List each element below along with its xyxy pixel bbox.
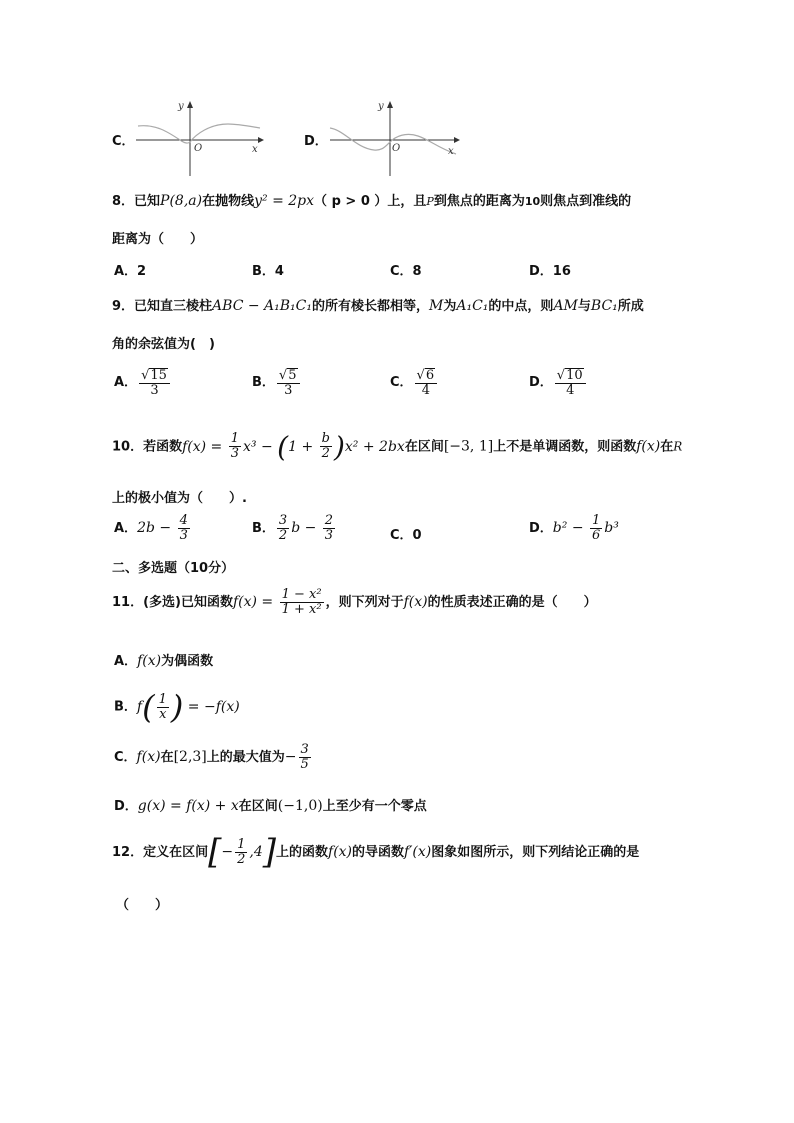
q9-option-c-letter: C．	[390, 375, 413, 391]
q9-text-2: 的所有棱长都相等，	[312, 299, 430, 314]
q8-option-a: A．2	[114, 264, 147, 279]
q9-option-c-denominator: 4	[421, 382, 430, 398]
q12-text-2: 上的函数	[276, 845, 329, 860]
q10-option-c: C．0	[390, 528, 422, 543]
q10-option-a: A．2b − $\frac{4}{3}$	[114, 513, 188, 543]
q8-option-b: B．4	[252, 264, 284, 279]
q10-option-d-letter: D．	[529, 521, 553, 537]
q11-option-d-text-1: 在区间	[238, 799, 278, 814]
q9-option-a-denominator: 3	[150, 382, 159, 398]
q8-equation: y² = 2px	[254, 193, 315, 209]
q10-interval: [−3, 1]	[443, 438, 494, 455]
q9-line2: 角的余弦值为( )	[112, 337, 215, 352]
q12-fpx: f′(x)	[404, 844, 432, 860]
q9-option-c-fraction: $\frac{√6}{4}$	[415, 368, 438, 397]
q11-option-c-text-2: 上的最大值为	[206, 750, 285, 766]
c-axis-x-label: x	[252, 144, 258, 155]
q8-text-1: 8．已知	[112, 194, 161, 209]
q12-text-3: 的导函数	[352, 845, 405, 860]
option-d-label: D．	[304, 134, 328, 149]
q10-text-2: 在区间	[404, 439, 444, 455]
q8-point: P(8,a)	[160, 193, 203, 209]
q10-line2: 上的极小值为（ ）.	[112, 491, 247, 506]
option-d-graph	[322, 96, 464, 178]
q9-ac1: A₁C₁	[456, 298, 489, 314]
q9-option-a-fraction: $\frac{√15}{3}$	[139, 368, 170, 397]
q9-option-d-fraction: $\frac{√10}{4}$	[555, 368, 586, 397]
q12-text-1: 12．定义在区间	[112, 845, 209, 860]
q11-option-c: C．f(x)在[2,3]上的最大值为− $\frac{3}{5}$	[114, 742, 309, 772]
q11-option-d-interval: (−1,0)	[277, 798, 323, 814]
q8-condition: （ p > 0 ）上，且	[314, 194, 427, 209]
q10-text-4: 在	[660, 439, 674, 455]
q9-am: AM	[553, 298, 578, 314]
q8-distance: 10	[524, 195, 541, 208]
d-axis-y-label: y	[378, 101, 384, 112]
q9-option-d-letter: D．	[529, 375, 553, 391]
q9-option-a	[114, 368, 172, 397]
q10-option-b-letter: B．	[252, 521, 275, 537]
q9-option-d-denominator: 4	[566, 382, 575, 398]
q9-option-d-radicand: 10	[566, 368, 583, 383]
q10-text-3: 上不是单调函数，则函数	[493, 439, 637, 455]
q8-text-4: 则焦点到准线的	[540, 194, 632, 209]
d-axis-x-label: x	[448, 146, 454, 157]
q9-option-b-letter: B．	[252, 375, 275, 391]
q10-label: 10．若函数	[112, 439, 183, 455]
q9-line1	[112, 295, 644, 314]
q9-option-b-fraction: $\frac{√5}{3}$	[277, 368, 300, 397]
q12-line1	[112, 832, 639, 872]
q9-option-b-denominator: 3	[284, 382, 293, 398]
q9-option-b-radicand: 5	[288, 368, 297, 383]
q11-line1: 11．(多选)已知函数f(x) = $\frac{\text{1 − x²}}{\text{1 + x²}}$ ，则下列对于f(x)的性质表述正确的是（ ）	[112, 587, 597, 617]
q10-option-d: D．b² − $\frac{1}{6}$ b³	[529, 513, 619, 543]
q9-text-4: 的中点，则	[488, 299, 554, 314]
q11-text-3: 的性质表述正确的是（ ）	[427, 595, 597, 611]
q9-option-a-letter: A．	[114, 375, 138, 391]
q8-p-letter: P	[426, 195, 434, 208]
q11-option-a: A．f(x)为偶函数	[114, 653, 214, 669]
q12-interval: [− $\frac{1}{2}$ ,4]	[208, 832, 276, 872]
section-title-multiple-choice: 二、多选题（10分）	[112, 561, 235, 576]
q9-option-c	[390, 368, 439, 397]
c-origin-label: O	[194, 143, 203, 154]
q11-text-2: ，则下列对于	[325, 595, 404, 611]
q11-option-a-text: 为偶函数	[161, 654, 214, 669]
q9-option-c-radicand: 6	[425, 368, 435, 383]
c-axis-y-label: y	[178, 101, 184, 112]
q11-function: f(x) = $\frac{\text{1 − x²}}{\text{1 + x²}}$	[232, 587, 322, 617]
q8-text-3: 到焦点的距离为	[433, 194, 525, 209]
q11-option-b: B．f( $\frac{1}{x}$ ) = −f(x)	[114, 688, 240, 726]
q9-prism: ABC − A₁B₁C₁	[212, 298, 312, 314]
q10-option-a-letter: A．	[114, 521, 138, 537]
q10-line1	[112, 430, 682, 463]
q10-function: f(x) = $\frac{1}{3}$ x³ − (1 + $\frac{b}{2}$ )x² + 2bx	[182, 430, 405, 463]
q9-bc1: BC₁	[590, 298, 618, 314]
q11-option-d-text-2: 上至少有一个零点	[322, 799, 427, 814]
q11-option-d: D．g(x) = f(x) + x在区间(−1,0)上至少有一个零点	[114, 798, 427, 814]
q9-text-6: 所成	[617, 299, 644, 314]
q10-r: R	[673, 439, 683, 454]
q12-text-4: 图象如图所示，则下列结论正确的是	[431, 845, 640, 860]
q9-option-d	[529, 368, 588, 397]
q8-text-2: 在抛物线	[202, 194, 255, 209]
q9-option-a-radicand: 15	[150, 368, 167, 383]
q9-option-b	[252, 368, 302, 397]
q11-option-c-interval: [2,3]	[173, 749, 207, 766]
q9-m: M	[429, 298, 444, 314]
q11-option-c-text-1: 在	[160, 750, 174, 766]
q10-fx: f(x)	[636, 438, 661, 455]
q9-text-3: 为	[443, 299, 457, 314]
q12-fx: f(x)	[328, 844, 353, 860]
option-c-label: C．	[112, 134, 135, 149]
q9-text-5: 与	[577, 299, 591, 314]
q9-text-1: 9．已知直三棱柱	[112, 299, 213, 314]
option-c-graph	[128, 96, 268, 178]
q8-line2: 距离为（ ）	[112, 232, 204, 247]
q11-text-1: 11．(多选)已知函数	[112, 595, 233, 611]
q12-line2: （ ）	[116, 898, 169, 913]
q8-option-d: D．16	[529, 264, 571, 279]
q10-option-b: B． $\frac{3}{2}$ b − $\frac{2}{3}$	[252, 513, 334, 543]
q8-option-c: C．8	[390, 264, 422, 279]
d-origin-label: O	[392, 143, 401, 154]
q8-line1	[112, 190, 631, 209]
